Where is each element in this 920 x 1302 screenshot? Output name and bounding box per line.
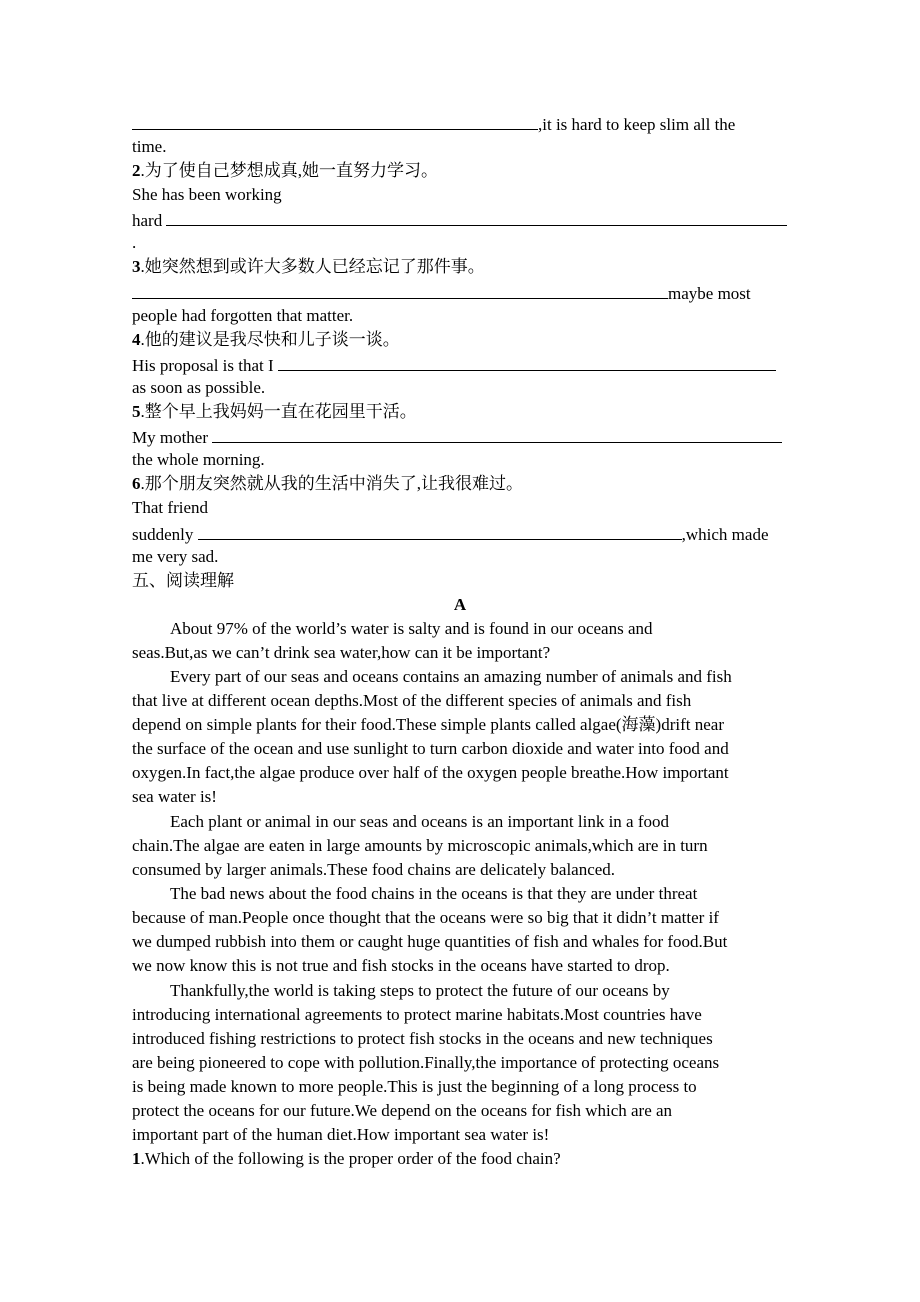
passage-line: About 97% of the world’s water is salty and is found in our oceans and: [170, 619, 653, 638]
exercise-line: [132, 306, 353, 326]
line-text: as soon as possible.: [132, 378, 266, 397]
line-text: .她突然想到或许大多数人已经忘记了那件事。: [140, 257, 485, 276]
passage-line: The bad news about the food chains in the oceans is that they are under threat: [170, 884, 698, 903]
line-text-after: ,it is hard to keep slim all the: [538, 115, 736, 134]
exercise-line: [132, 137, 166, 157]
passage-line: Each plant or animal in our seas and oceans is an important link in a food: [170, 812, 670, 831]
passage-line: that live at different ocean depths.Most of the different species of animals and fish: [132, 691, 692, 710]
passage-line: is being made known to more people.This is just the beginning of a long process to: [132, 1077, 697, 1096]
question-number: 1: [132, 1149, 141, 1168]
line-text: My mother: [132, 428, 213, 447]
line-text: .整个早上我妈妈一直在花园里干活。: [140, 402, 417, 421]
line-text: me very sad.: [132, 547, 219, 566]
answer-blank[interactable]: [166, 209, 787, 226]
passage-line: we dumped rubbish into them or caught huge quantities of fish and whales for food.But: [132, 932, 728, 951]
exercise-line: [132, 185, 282, 205]
exercise-line: [132, 450, 265, 470]
passage-line: oxygen.In fact,the algae produce over half of the oxygen people breathe.How important: [132, 763, 729, 782]
exercise-line: [132, 354, 776, 374]
section-title: 五、阅读理解: [132, 571, 234, 590]
question-number: 5: [132, 402, 141, 421]
line-text: .他的建议是我尽快和儿子谈一谈。: [140, 330, 400, 349]
exercise-line: [132, 474, 523, 494]
exercise-line: [132, 113, 735, 133]
answer-blank[interactable]: [132, 113, 538, 130]
question-number: 6: [132, 474, 141, 493]
passage-line: the surface of the ocean and use sunlight to turn carbon dioxide and water into food and: [132, 739, 729, 758]
exercise-line: [132, 282, 751, 302]
exercise-line: [132, 426, 782, 446]
line-text-after: ,which made: [681, 525, 769, 544]
exercise-line: [132, 498, 208, 518]
exercise-line: [132, 257, 485, 277]
passage-line: introducing international agreements to protect marine habitats.Most countries have: [132, 1005, 702, 1024]
exercise-line: [132, 378, 265, 398]
question-number: 3: [132, 257, 141, 276]
answer-blank[interactable]: [198, 523, 682, 540]
line-text-after: maybe most: [668, 284, 751, 303]
line-text: .为了使自己梦想成真,她一直努力学习。: [140, 161, 438, 180]
answer-blank[interactable]: [278, 354, 776, 371]
exercise-line: [132, 547, 218, 567]
passage-line: chain.The algae are eaten in large amounts by microscopic animals,which are in turn: [132, 836, 708, 855]
exercise-line: [132, 209, 787, 229]
passage-line: Every part of our seas and oceans contains an amazing number of animals and fish: [170, 667, 732, 686]
passage-line: important part of the human diet.How important sea water is!: [132, 1125, 550, 1144]
line-text: She has been working: [132, 185, 282, 204]
passage-line: because of man.People once thought that the oceans were so big that it didn’t matter if: [132, 908, 719, 927]
answer-blank[interactable]: [212, 426, 782, 443]
question-number: 2: [132, 161, 141, 180]
line-text: people had forgotten that matter.: [132, 306, 354, 325]
exercise-line: [132, 330, 400, 350]
exercise-line: [132, 233, 136, 253]
passage-line: introduced fishing restrictions to protect fish stocks in the oceans and new techniques: [132, 1029, 713, 1048]
passage-label: A: [453, 595, 467, 614]
line-text: hard: [132, 211, 167, 230]
line-text: That friend: [132, 498, 208, 517]
line-text: .那个朋友突然就从我的生活中消失了,让我很难过。: [140, 474, 523, 493]
question-text: .Which of the following is the proper order of the food chain?: [140, 1149, 561, 1168]
exercise-line: [132, 402, 417, 422]
passage-line: consumed by larger animals.These food chains are delicately balanced.: [132, 860, 616, 879]
line-text: His proposal is that I: [132, 356, 278, 375]
question-number: 4: [132, 330, 141, 349]
line-text: suddenly: [132, 525, 198, 544]
line-text: the whole morning.: [132, 450, 265, 469]
passage-line: protect the oceans for our future.We depend on the oceans for fish which are an: [132, 1101, 673, 1120]
passage-line: are being pioneered to cope with pollution.Finally,the importance of protecting oceans: [132, 1053, 720, 1072]
passage-line: seas.But,as we can’t drink sea water,how can it be important?: [132, 643, 551, 662]
answer-blank[interactable]: [132, 282, 668, 299]
line-text: .: [132, 233, 137, 252]
exercise-line: [132, 523, 769, 543]
exercise-line: [132, 161, 438, 181]
passage-line: depend on simple plants for their food.These simple plants called algae(海藻)drift near: [132, 715, 724, 734]
passage-line: Thankfully,the world is taking steps to protect the future of our oceans by: [170, 981, 670, 1000]
question-line: [132, 1149, 561, 1169]
line-text: time.: [132, 137, 167, 156]
passage-line: sea water is!: [132, 787, 217, 806]
passage-line: we now know this is not true and fish stocks in the oceans have started to drop.: [132, 956, 670, 975]
